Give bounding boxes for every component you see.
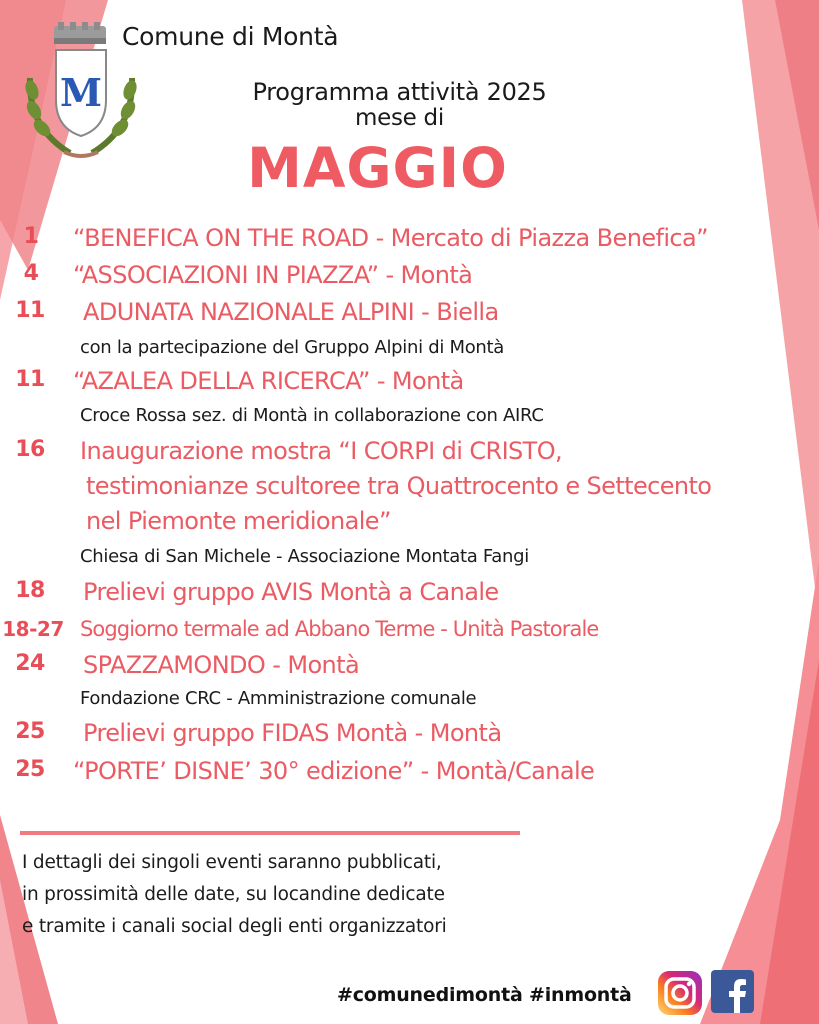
event-day: 25 [15,719,45,744]
event-title: “ASSOCIAZIONI IN PIAZZA” - Montà [73,261,473,289]
event-day: 1 [23,224,39,249]
event-title: Soggiorno termale ad Abbano Terme - Unità Pastorale [80,617,599,641]
instagram-icon[interactable] [657,970,703,1016]
event-day: 18 [15,578,45,603]
event-day: 11 [15,298,45,323]
footer-note-line: in prossimità delle date, su locandine dedicate [22,884,445,905]
event-day: 18-27 [2,617,64,641]
event-title: SPAZZAMONDO - Montà [83,651,360,679]
event-title: Prelievi gruppo FIDAS Montà - Montà [83,719,502,747]
event-day: 16 [15,437,45,462]
facebook-icon[interactable] [711,970,754,1013]
event-title-line: testimonianze scultoree tra Quattrocento e Settecento [86,472,712,500]
event-title-line: nel Piemonte meridionale” [86,507,391,535]
event-subtitle: Chiesa di San Michele - Associazione Montata Fangi [80,546,529,567]
event-title: ADUNATA NAZIONALE ALPINI - Biella [83,298,499,326]
divider [20,831,520,835]
footer-note-line: e tramite i canali social degli enti organizzatori [22,916,447,937]
event-title: “PORTE’ DISNE’ 30° edizione” - Montà/Canale [73,757,595,785]
event-title: Prelievi gruppo AVIS Montà a Canale [83,578,499,606]
month-title: MAGGIO [247,136,508,200]
event-title-line: Inaugurazione mostra “I CORPI di CRISTO, [80,437,563,465]
municipality-name: Comune di Montà [122,22,339,51]
event-day: 4 [23,261,39,286]
event-subtitle: con la partecipazione del Gruppo Alpini di Montà [80,337,505,358]
event-day: 25 [15,757,45,782]
hashtags: #comunedimontà #inmontà [337,984,632,1006]
event-subtitle: Fondazione CRC - Amministrazione comunale [80,688,477,709]
event-day: 24 [15,651,45,676]
event-subtitle: Croce Rossa sez. di Montà in collaborazione con AIRC [80,405,544,426]
month-intro: mese di [355,105,444,131]
event-title: “BENEFICA ON THE ROAD - Mercato di Piazza Benefica” [73,224,708,252]
svg-text:M: M [59,70,103,115]
program-title: Programma attività 2025 [252,78,547,106]
event-title: “AZALEA DELLA RICERCA” - Montà [73,367,464,395]
event-day: 11 [15,367,45,392]
footer-note-line: I dettagli dei singoli eventi saranno pubblicati, [22,852,442,873]
